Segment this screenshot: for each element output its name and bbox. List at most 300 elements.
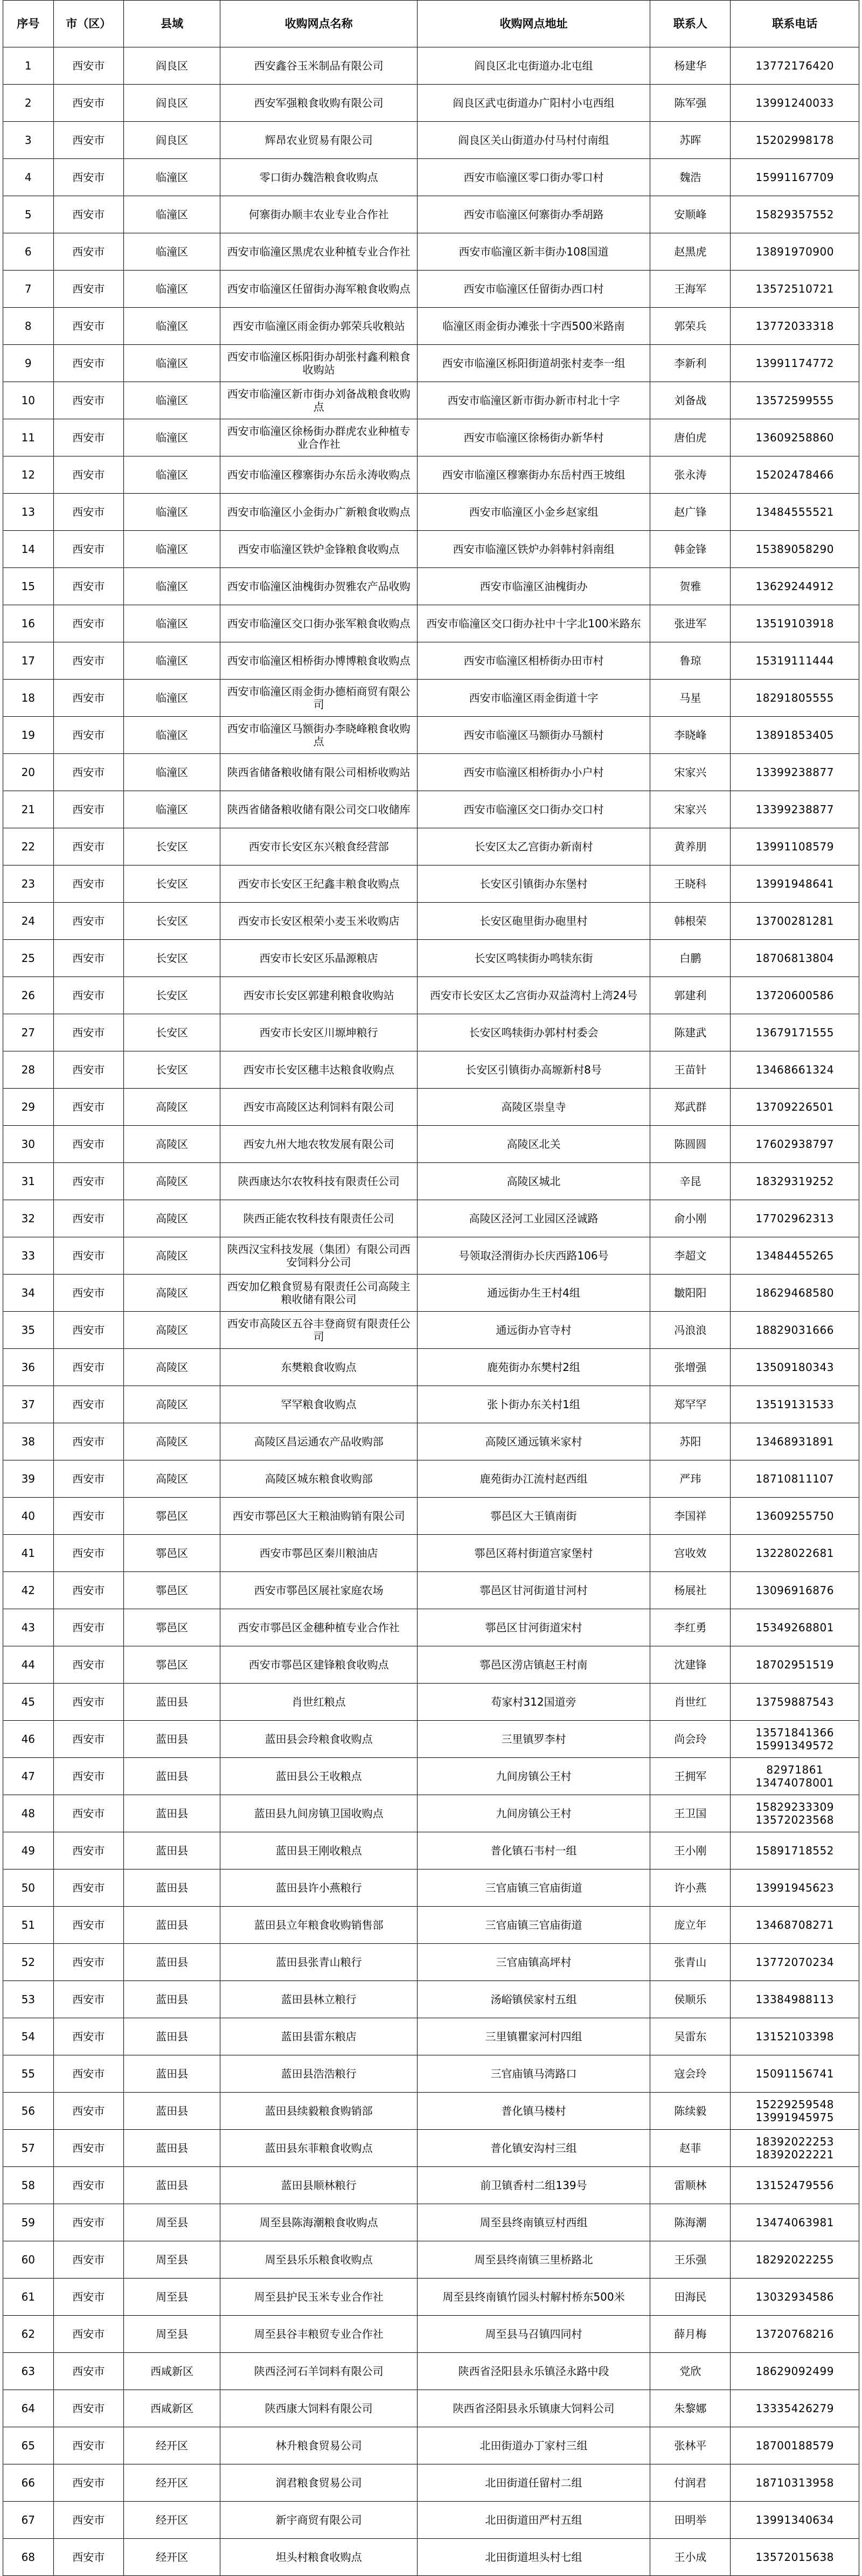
cell-point-address: 阎良区关山街道办付马村付南组 xyxy=(417,122,650,159)
cell-city: 西安市 xyxy=(53,494,123,531)
cell-point-address: 西安市临潼区相桥街办小户村 xyxy=(417,754,650,791)
cell-city: 西安市 xyxy=(53,1423,123,1460)
cell-county: 蓝田县 xyxy=(123,1721,220,1758)
cell-contact: 唐伯虎 xyxy=(650,419,731,456)
cell-point-name: 蓝田县会玲粮食收购点 xyxy=(220,1721,417,1758)
cell-city: 西安市 xyxy=(53,605,123,642)
cell-county: 临潼区 xyxy=(123,419,220,456)
cell-point-name: 蓝田县东菲粮食收购点 xyxy=(220,2130,417,2167)
cell-city: 西安市 xyxy=(53,2204,123,2241)
cell-point-name: 西安市临潼区徐杨街办群虎农业种植专业合作社 xyxy=(220,419,417,456)
cell-phone: 13152103398 xyxy=(731,2018,859,2055)
cell-point-address: 高陵区泾河工业园区泾诚路 xyxy=(417,1200,650,1237)
table-row xyxy=(3,1869,859,1907)
cell-county: 经开区 xyxy=(123,2539,220,2576)
cell-index: 15 xyxy=(3,568,54,605)
header-county: 县域 xyxy=(123,1,220,47)
cell-city: 西安市 xyxy=(53,2241,123,2279)
cell-city: 西安市 xyxy=(53,1572,123,1609)
cell-county: 长安区 xyxy=(123,1014,220,1051)
cell-point-name: 西安市鄠邑区金穗种植专业合作社 xyxy=(220,1609,417,1646)
cell-city: 西安市 xyxy=(53,2353,123,2390)
cell-phone: 18710811107 xyxy=(731,1460,859,1498)
cell-index: 8 xyxy=(3,308,54,345)
cell-phone: 13484555521 xyxy=(731,494,859,531)
cell-phone: 18291805555 xyxy=(731,680,859,717)
cell-county: 蓝田县 xyxy=(123,1944,220,1981)
cell-phone: 13519131533 xyxy=(731,1386,859,1423)
table-row xyxy=(3,1684,859,1721)
cell-city: 西安市 xyxy=(53,419,123,456)
cell-city: 西安市 xyxy=(53,1386,123,1423)
cell-point-address: 苟家村312国道旁 xyxy=(417,1684,650,1721)
cell-point-address: 高陵区城北 xyxy=(417,1163,650,1200)
cell-phone: 18829031666 xyxy=(731,1312,859,1349)
cell-index: 62 xyxy=(3,2316,54,2353)
cell-city: 西安市 xyxy=(53,940,123,977)
cell-point-name: 西安市临潼区雨金街办郭荣兵收粮站 xyxy=(220,308,417,345)
cell-city: 西安市 xyxy=(53,903,123,940)
cell-index: 9 xyxy=(3,345,54,382)
cell-city: 西安市 xyxy=(53,977,123,1014)
cell-point-address: 鄠邑区涝店镇赵王村南 xyxy=(417,1646,650,1684)
cell-index: 60 xyxy=(3,2241,54,2279)
cell-point-name: 西安市长安区根荣小麦玉米收购店 xyxy=(220,903,417,940)
cell-point-name: 蓝田县顺林粮行 xyxy=(220,2167,417,2204)
table-row xyxy=(3,1981,859,2018)
cell-phone: 13772176420 xyxy=(731,47,859,85)
cell-county: 长安区 xyxy=(123,1051,220,1089)
cell-point-address: 通远街办官寺村 xyxy=(417,1312,650,1349)
cell-index: 47 xyxy=(3,1758,54,1795)
cell-point-address: 长安区引镇街办高塬新村8号 xyxy=(417,1051,650,1089)
cell-county: 鄠邑区 xyxy=(123,1609,220,1646)
cell-point-name: 零口街办魏浩粮食收购点 xyxy=(220,159,417,196)
cell-contact: 吴雷东 xyxy=(650,2018,731,2055)
table-row xyxy=(3,1163,859,1200)
cell-phone: 13891853405 xyxy=(731,717,859,754)
cell-contact: 杨展社 xyxy=(650,1572,731,1609)
cell-phone: 13032934586 xyxy=(731,2279,859,2316)
cell-phone: 13484455265 xyxy=(731,1237,859,1275)
cell-county: 高陵区 xyxy=(123,1423,220,1460)
cell-county: 周至县 xyxy=(123,2204,220,2241)
table-row xyxy=(3,1758,859,1795)
cell-contact: 张进军 xyxy=(650,605,731,642)
cell-point-address: 西安市临潼区铁炉办斜韩村斜南组 xyxy=(417,531,650,568)
cell-point-name: 润君粮食贸易公司 xyxy=(220,2464,417,2502)
cell-city: 西安市 xyxy=(53,1721,123,1758)
table-row xyxy=(3,1907,859,1944)
cell-point-name: 西安加亿粮食贸易有限责任公司高陵主粮收储有限公司 xyxy=(220,1275,417,1312)
cell-point-address: 周至县马召镇四同村 xyxy=(417,2316,650,2353)
cell-phone: 13891970900 xyxy=(731,233,859,271)
header-point-name: 收购网点名称 xyxy=(220,1,417,47)
cell-contact: 庞立年 xyxy=(650,1907,731,1944)
cell-point-name: 东樊粮食收购点 xyxy=(220,1349,417,1386)
cell-county: 高陵区 xyxy=(123,1163,220,1200)
table-row xyxy=(3,2241,859,2279)
table-row xyxy=(3,1646,859,1684)
cell-contact: 白鹏 xyxy=(650,940,731,977)
cell-phone: 15319111444 xyxy=(731,642,859,680)
cell-county: 临潼区 xyxy=(123,754,220,791)
cell-contact: 李国祥 xyxy=(650,1498,731,1535)
cell-point-name: 西安市长安区王纪鑫丰粮食收购点 xyxy=(220,865,417,903)
table-header-row xyxy=(3,1,859,47)
cell-point-address: 鹿苑街办江流村赵西组 xyxy=(417,1460,650,1498)
cell-index: 27 xyxy=(3,1014,54,1051)
cell-index: 34 xyxy=(3,1275,54,1312)
cell-phone: 13720600586 xyxy=(731,977,859,1014)
cell-contact: 皺阳阳 xyxy=(650,1275,731,1312)
cell-contact: 沈建锋 xyxy=(650,1646,731,1684)
cell-contact: 俞小刚 xyxy=(650,1200,731,1237)
cell-index: 16 xyxy=(3,605,54,642)
cell-contact: 鲁琼 xyxy=(650,642,731,680)
cell-point-name: 西安市长安区乐晶源粮店 xyxy=(220,940,417,977)
cell-county: 阎良区 xyxy=(123,122,220,159)
cell-index: 61 xyxy=(3,2279,54,2316)
cell-point-address: 高陵区崇皇寺 xyxy=(417,1089,650,1126)
cell-point-address: 西安市临潼区油槐街办 xyxy=(417,568,650,605)
cell-point-name: 蓝田县林立粮行 xyxy=(220,1981,417,2018)
cell-contact: 陈建武 xyxy=(650,1014,731,1051)
cell-county: 蓝田县 xyxy=(123,1907,220,1944)
cell-county: 蓝田县 xyxy=(123,1981,220,2018)
cell-index: 49 xyxy=(3,1832,54,1869)
table-row xyxy=(3,1795,859,1832)
cell-point-name: 西安市临潼区马额街办李晓峰粮食收购点 xyxy=(220,717,417,754)
cell-index: 3 xyxy=(3,122,54,159)
cell-contact: 张永涛 xyxy=(650,456,731,494)
cell-contact: 侯顺乐 xyxy=(650,1981,731,2018)
table-row xyxy=(3,1498,859,1535)
cell-city: 西安市 xyxy=(53,2502,123,2539)
cell-index: 67 xyxy=(3,2502,54,2539)
cell-point-address: 鄠邑区甘河街道宋村 xyxy=(417,1609,650,1646)
cell-county: 高陵区 xyxy=(123,1312,220,1349)
cell-phone: 13991240033 xyxy=(731,85,859,122)
cell-index: 46 xyxy=(3,1721,54,1758)
table-row xyxy=(3,977,859,1014)
cell-city: 西安市 xyxy=(53,85,123,122)
cell-index: 52 xyxy=(3,1944,54,1981)
cell-city: 西安市 xyxy=(53,1089,123,1126)
cell-city: 西安市 xyxy=(53,531,123,568)
cell-point-name: 周至县陈海潮粮食收购点 xyxy=(220,2204,417,2241)
cell-point-address: 西安市临潼区徐杨街办新华村 xyxy=(417,419,650,456)
cell-point-address: 普化镇石韦村一组 xyxy=(417,1832,650,1869)
cell-point-address: 西安市临潼区交口街办交口村 xyxy=(417,791,650,828)
cell-index: 29 xyxy=(3,1089,54,1126)
table-row xyxy=(3,2204,859,2241)
cell-contact: 宋家兴 xyxy=(650,754,731,791)
cell-index: 53 xyxy=(3,1981,54,2018)
cell-county: 蓝田县 xyxy=(123,2093,220,2130)
cell-contact: 宋家兴 xyxy=(650,791,731,828)
cell-point-name: 蓝田县续毅粮食购销部 xyxy=(220,2093,417,2130)
cell-index: 68 xyxy=(3,2539,54,2576)
cell-point-address: 普化镇马楼村 xyxy=(417,2093,650,2130)
cell-city: 西安市 xyxy=(53,791,123,828)
cell-county: 蓝田县 xyxy=(123,2018,220,2055)
cell-phone: 13468931891 xyxy=(731,1423,859,1460)
cell-city: 西安市 xyxy=(53,382,123,419)
cell-city: 西安市 xyxy=(53,1200,123,1237)
cell-city: 西安市 xyxy=(53,1907,123,1944)
cell-index: 65 xyxy=(3,2427,54,2464)
cell-phone: 15991167709 xyxy=(731,159,859,196)
cell-point-address: 鄠邑区蒋村街道宫家堡村 xyxy=(417,1535,650,1572)
cell-contact: 赵黑虎 xyxy=(650,233,731,271)
cell-phone: 13474063981 xyxy=(731,2204,859,2241)
cell-city: 西安市 xyxy=(53,2018,123,2055)
purchase-points-table xyxy=(3,0,859,2576)
cell-city: 西安市 xyxy=(53,2167,123,2204)
cell-contact: 王小刚 xyxy=(650,1832,731,1869)
cell-contact: 田海民 xyxy=(650,2279,731,2316)
cell-city: 西安市 xyxy=(53,345,123,382)
cell-contact: 郑罕罕 xyxy=(650,1386,731,1423)
cell-point-address: 临潼区雨金街办滩张十字西500米路南 xyxy=(417,308,650,345)
cell-point-address: 长安区砲里街办砲里村 xyxy=(417,903,650,940)
cell-city: 西安市 xyxy=(53,47,123,85)
cell-contact: 王拥军 xyxy=(650,1758,731,1795)
cell-phone: 15349268801 xyxy=(731,1609,859,1646)
cell-phone: 18702951519 xyxy=(731,1646,859,1684)
cell-county: 临潼区 xyxy=(123,196,220,233)
cell-index: 28 xyxy=(3,1051,54,1089)
cell-county: 高陵区 xyxy=(123,1200,220,1237)
table-row xyxy=(3,1460,859,1498)
cell-county: 临潼区 xyxy=(123,308,220,345)
cell-point-address: 鹿苑街办东樊村2组 xyxy=(417,1349,650,1386)
cell-phone: 13399238877 xyxy=(731,754,859,791)
table-row xyxy=(3,1832,859,1869)
cell-index: 18 xyxy=(3,680,54,717)
cell-point-name: 蓝田县公王收粮点 xyxy=(220,1758,417,1795)
cell-point-name: 西安市临潼区穆寨街办东岳永涛收购点 xyxy=(220,456,417,494)
cell-index: 64 xyxy=(3,2390,54,2427)
table-row xyxy=(3,717,859,754)
cell-index: 24 xyxy=(3,903,54,940)
cell-phone: 18629092499 xyxy=(731,2353,859,2390)
cell-phone: 13609255750 xyxy=(731,1498,859,1535)
cell-city: 西安市 xyxy=(53,1646,123,1684)
cell-index: 44 xyxy=(3,1646,54,1684)
cell-city: 西安市 xyxy=(53,308,123,345)
cell-point-name: 蓝田县九间房镇卫国收购点 xyxy=(220,1795,417,1832)
header-point-address: 收购网点地址 xyxy=(417,1,650,47)
cell-contact: 李新利 xyxy=(650,345,731,382)
table-row xyxy=(3,419,859,456)
cell-contact: 王海军 xyxy=(650,271,731,308)
cell-county: 高陵区 xyxy=(123,1386,220,1423)
cell-point-name: 西安市鄠邑区秦川粮油店 xyxy=(220,1535,417,1572)
cell-phone: 13772070234 xyxy=(731,1944,859,1981)
cell-index: 20 xyxy=(3,754,54,791)
cell-phone: 13629244912 xyxy=(731,568,859,605)
cell-contact: 郑武群 xyxy=(650,1089,731,1126)
cell-city: 西安市 xyxy=(53,1981,123,2018)
cell-city: 西安市 xyxy=(53,2316,123,2353)
cell-point-address: 周至县终南镇三里桥路北 xyxy=(417,2241,650,2279)
cell-phone: 18629468580 xyxy=(731,1275,859,1312)
cell-phone: 13759887543 xyxy=(731,1684,859,1721)
cell-phone: 18706813804 xyxy=(731,940,859,977)
cell-contact: 李超文 xyxy=(650,1237,731,1275)
cell-phone: 13700281281 xyxy=(731,903,859,940)
cell-point-address: 西安市长安区太乙宫街办双益湾村上湾24号 xyxy=(417,977,650,1014)
cell-index: 22 xyxy=(3,828,54,865)
cell-point-address: 九间房镇公王村 xyxy=(417,1795,650,1832)
cell-point-address: 三官庙镇三官庙街道 xyxy=(417,1907,650,1944)
cell-city: 西安市 xyxy=(53,1312,123,1349)
cell-point-address: 西安市临潼区穆寨街办东岳村西王坡组 xyxy=(417,456,650,494)
cell-county: 临潼区 xyxy=(123,642,220,680)
table-row xyxy=(3,1535,859,1572)
cell-county: 阎良区 xyxy=(123,85,220,122)
cell-point-name: 西安市鄠邑区建锋粮食收购点 xyxy=(220,1646,417,1684)
cell-contact: 刘备战 xyxy=(650,382,731,419)
table-row xyxy=(3,754,859,791)
cell-point-name: 西安市临潼区相桥街办博博粮食收购点 xyxy=(220,642,417,680)
table-body xyxy=(3,47,859,2576)
cell-point-address: 西安市临潼区新市街办新市村北十字 xyxy=(417,382,650,419)
cell-point-name: 蓝田县立年粮食收购销售部 xyxy=(220,1907,417,1944)
cell-city: 西安市 xyxy=(53,1609,123,1646)
cell-phone: 13709226501 xyxy=(731,1089,859,1126)
cell-contact: 马星 xyxy=(650,680,731,717)
cell-index: 19 xyxy=(3,717,54,754)
cell-point-name: 肖世红粮点 xyxy=(220,1684,417,1721)
cell-city: 西安市 xyxy=(53,2539,123,2576)
cell-index: 55 xyxy=(3,2055,54,2093)
cell-point-name: 坦头村粮食收购点 xyxy=(220,2539,417,2576)
cell-index: 7 xyxy=(3,271,54,308)
cell-point-address: 高陵区北关 xyxy=(417,1126,650,1163)
cell-county: 蓝田县 xyxy=(123,1869,220,1907)
cell-point-name: 高陵区昌运通农产品收购部 xyxy=(220,1423,417,1460)
cell-county: 周至县 xyxy=(123,2241,220,2279)
cell-contact: 田明举 xyxy=(650,2502,731,2539)
cell-index: 21 xyxy=(3,791,54,828)
cell-index: 12 xyxy=(3,456,54,494)
cell-contact: 赵广锋 xyxy=(650,494,731,531)
cell-contact: 王苗针 xyxy=(650,1051,731,1089)
cell-point-address: 三官庙镇马湾路口 xyxy=(417,2055,650,2093)
cell-index: 31 xyxy=(3,1163,54,1200)
table-row xyxy=(3,1237,859,1275)
cell-point-address: 三官庙镇三官庙街道 xyxy=(417,1869,650,1907)
cell-index: 45 xyxy=(3,1684,54,1721)
cell-index: 39 xyxy=(3,1460,54,1498)
table-row xyxy=(3,196,859,233)
cell-index: 57 xyxy=(3,2130,54,2167)
cell-phone: 15829357552 xyxy=(731,196,859,233)
cell-city: 西安市 xyxy=(53,122,123,159)
cell-contact: 许小燕 xyxy=(650,1869,731,1907)
table-row xyxy=(3,531,859,568)
table-row xyxy=(3,568,859,605)
cell-point-address: 西安市临潼区马额街办马额村 xyxy=(417,717,650,754)
cell-city: 西安市 xyxy=(53,2427,123,2464)
cell-contact: 党欣 xyxy=(650,2353,731,2390)
cell-county: 长安区 xyxy=(123,940,220,977)
cell-county: 临潼区 xyxy=(123,605,220,642)
cell-phone: 15829233309 13572023568 xyxy=(731,1795,859,1832)
cell-city: 西安市 xyxy=(53,1163,123,1200)
cell-index: 40 xyxy=(3,1498,54,1535)
cell-index: 25 xyxy=(3,940,54,977)
cell-point-name: 周至县谷丰粮贸专业合作社 xyxy=(220,2316,417,2353)
cell-point-name: 陕西康达尔农牧科技有限责任公司 xyxy=(220,1163,417,1200)
cell-county: 长安区 xyxy=(123,977,220,1014)
cell-point-name: 西安市临潼区小金街办广新粮食收购点 xyxy=(220,494,417,531)
cell-county: 长安区 xyxy=(123,865,220,903)
cell-index: 6 xyxy=(3,233,54,271)
cell-city: 西安市 xyxy=(53,196,123,233)
table-row xyxy=(3,940,859,977)
cell-point-name: 新宇商贸有限公司 xyxy=(220,2502,417,2539)
cell-phone: 13519103918 xyxy=(731,605,859,642)
cell-county: 西咸新区 xyxy=(123,2390,220,2427)
cell-point-address: 西安市临潼区栎阳街道胡张村麦李一组 xyxy=(417,345,650,382)
cell-city: 西安市 xyxy=(53,717,123,754)
table-row xyxy=(3,1200,859,1237)
cell-contact: 陈续毅 xyxy=(650,2093,731,2130)
cell-point-name: 西安鑫谷玉米制品有限公司 xyxy=(220,47,417,85)
cell-contact: 苏晖 xyxy=(650,122,731,159)
cell-contact: 张青山 xyxy=(650,1944,731,1981)
table-row xyxy=(3,233,859,271)
cell-index: 33 xyxy=(3,1237,54,1275)
cell-phone: 18392022253 18392022221 xyxy=(731,2130,859,2167)
cell-contact: 安顺峰 xyxy=(650,196,731,233)
cell-point-address: 三官庙镇高坪村 xyxy=(417,1944,650,1981)
cell-phone: 13096916876 xyxy=(731,1572,859,1609)
table-row xyxy=(3,2316,859,2353)
cell-point-name: 西安市临潼区铁炉金锋粮食收购点 xyxy=(220,531,417,568)
table-row xyxy=(3,1349,859,1386)
cell-point-address: 三里镇罗李村 xyxy=(417,1721,650,1758)
cell-point-address: 通远街办生王村4组 xyxy=(417,1275,650,1312)
cell-county: 鄠邑区 xyxy=(123,1498,220,1535)
cell-phone: 13335426279 xyxy=(731,2390,859,2427)
table-row xyxy=(3,456,859,494)
cell-county: 临潼区 xyxy=(123,159,220,196)
cell-city: 西安市 xyxy=(53,2130,123,2167)
cell-contact: 薛月梅 xyxy=(650,2316,731,2353)
table-row xyxy=(3,1572,859,1609)
cell-city: 西安市 xyxy=(53,1275,123,1312)
cell-county: 临潼区 xyxy=(123,345,220,382)
cell-point-address: 汤峪镇侯家村五组 xyxy=(417,1981,650,2018)
cell-contact: 朱黎娜 xyxy=(650,2390,731,2427)
cell-point-name: 高陵区城东粮食收购部 xyxy=(220,1460,417,1498)
cell-index: 37 xyxy=(3,1386,54,1423)
table-row xyxy=(3,1014,859,1051)
cell-contact: 寇会玲 xyxy=(650,2055,731,2093)
cell-point-name: 西安市高陵区五谷丰登商贸有限责任公司 xyxy=(220,1312,417,1349)
cell-point-name: 西安市长安区川塬坤粮行 xyxy=(220,1014,417,1051)
cell-county: 西咸新区 xyxy=(123,2353,220,2390)
table-row xyxy=(3,2539,859,2576)
cell-county: 鄠邑区 xyxy=(123,1572,220,1609)
cell-contact: 贺雅 xyxy=(650,568,731,605)
cell-city: 西安市 xyxy=(53,456,123,494)
